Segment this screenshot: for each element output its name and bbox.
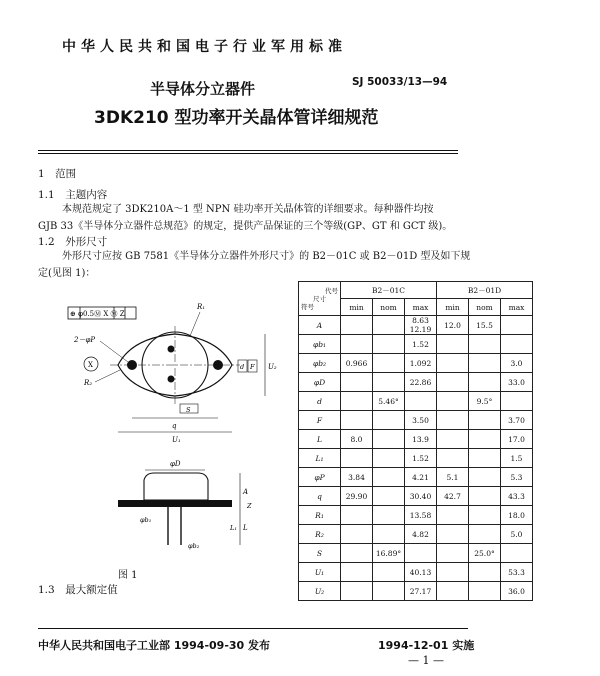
page-number: — 1 —: [408, 654, 444, 667]
cell-c-nom: 5.46°: [373, 392, 405, 411]
table-row: [299, 411, 533, 430]
section-1-heading: 1 范围: [38, 168, 77, 180]
cell-c-min: [341, 544, 373, 563]
title-line-1: 半导体分立器件: [150, 80, 256, 98]
cell-d-min: [437, 354, 469, 373]
section-1-2-text-b: 定(见图 1)：: [38, 268, 96, 279]
table-row: [299, 544, 533, 563]
corner-mid: 尺寸: [313, 294, 326, 303]
corner-top: 代号: [325, 286, 338, 295]
label-z: Z: [247, 502, 252, 510]
tolerance-frame-text: ⊕ φ0.5Ⓜ X Ⓜ Z: [70, 310, 125, 318]
cell-d-nom: 9.5°: [469, 392, 501, 411]
dimension-table: [298, 281, 533, 601]
label-hole: 2－φP: [74, 336, 96, 344]
table-row: [299, 392, 533, 411]
cell-d-max: 3.0: [501, 354, 533, 373]
row-symbol: F: [299, 411, 341, 430]
section-1-3-heading: 1.3 最大额定值: [38, 584, 118, 596]
table-row: [299, 373, 533, 392]
cell-c-nom: [373, 506, 405, 525]
cell-c-nom: [373, 468, 405, 487]
label-d-box: d: [240, 363, 245, 371]
flange-side-view: [118, 500, 232, 507]
cell-d-min: [437, 373, 469, 392]
subheader: nom: [469, 299, 501, 316]
cell-c-nom: [373, 525, 405, 544]
standard-type-header: 中华人民共和国电子行业军用标准: [62, 39, 347, 55]
title-line-2: 3DK210 型功率开关晶体管详细规范: [94, 108, 379, 128]
subheader: max: [501, 299, 533, 316]
cell-d-min: [437, 392, 469, 411]
table-row: [299, 430, 533, 449]
cell-c-min: 8.0: [341, 430, 373, 449]
cell-c-max: 8.63 12.19: [405, 316, 437, 335]
cell-c-nom: [373, 411, 405, 430]
label-u2: U₂: [268, 363, 277, 371]
pin-base: [168, 346, 175, 353]
cell-d-min: 5.1: [437, 468, 469, 487]
table-row: [299, 316, 533, 335]
cell-c-min: [341, 449, 373, 468]
group-header-c: B2－01C: [341, 282, 437, 299]
table-row: [299, 525, 533, 544]
cell-c-max: 1.52: [405, 335, 437, 354]
cell-d-nom: [469, 411, 501, 430]
cell-d-nom: [469, 354, 501, 373]
cell-d-max: 5.3: [501, 468, 533, 487]
cell-c-max: 27.17: [405, 582, 437, 601]
cell-c-max: 4.21: [405, 468, 437, 487]
cell-d-min: [437, 563, 469, 582]
row-symbol: U₁: [299, 563, 341, 582]
cell-c-max: 3.50: [405, 411, 437, 430]
cell-d-max: [501, 316, 533, 335]
cell-c-min: [341, 411, 373, 430]
row-symbol: φD: [299, 373, 341, 392]
row-symbol: R₁: [299, 506, 341, 525]
cell-d-min: 12.0: [437, 316, 469, 335]
datum-x-label: X: [88, 361, 93, 369]
cell-c-min: [341, 506, 373, 525]
cell-d-min: [437, 506, 469, 525]
cell-c-nom: [373, 582, 405, 601]
label-u1: U₁: [172, 436, 181, 444]
section-1-1-text-b: GJB 33《半导体分立器件总规范》的规定，提供产品保证的三个等级(GP、GT 和 GCT 级)。: [38, 221, 453, 232]
section-1-2-heading: 1.2 外形尺寸: [38, 236, 108, 248]
row-symbol: L: [299, 430, 341, 449]
row-symbol: q: [299, 487, 341, 506]
cell-d-nom: [469, 563, 501, 582]
label-f-box: F: [250, 363, 255, 371]
outline-drawing: [40, 290, 290, 562]
cell-c-nom: [373, 335, 405, 354]
cell-c-max: 4.82: [405, 525, 437, 544]
cell-d-nom: [469, 430, 501, 449]
cell-d-nom: [469, 506, 501, 525]
cell-c-nom: [373, 316, 405, 335]
cell-d-nom: [469, 487, 501, 506]
row-symbol: R₂: [299, 525, 341, 544]
row-symbol: φP: [299, 468, 341, 487]
cell-d-max: 18.0: [501, 506, 533, 525]
cell-c-min: [341, 582, 373, 601]
table-corner: [299, 282, 341, 316]
cell-d-nom: [469, 582, 501, 601]
cell-c-max: [405, 392, 437, 411]
cell-d-min: [437, 582, 469, 601]
cell-d-max: [501, 544, 533, 563]
divider-top: [38, 150, 458, 151]
cell-d-max: 43.3: [501, 487, 533, 506]
divider-footer: [38, 628, 468, 629]
cell-d-nom: 15.5: [469, 316, 501, 335]
row-symbol: d: [299, 392, 341, 411]
corner-bottom: 符号: [301, 302, 314, 311]
cell-c-nom: [373, 563, 405, 582]
label-l: L: [243, 524, 248, 532]
subheader: max: [405, 299, 437, 316]
cell-c-min: 29.90: [341, 487, 373, 506]
table-row: [299, 487, 533, 506]
publisher-line: 中华人民共和国电子工业部 1994-09-30 发布: [38, 639, 271, 652]
cell-c-max: 13.9: [405, 430, 437, 449]
cell-c-min: [341, 525, 373, 544]
cell-c-max: 1.52: [405, 449, 437, 468]
cap-side-view: [144, 473, 208, 500]
dimension-table-body: [299, 316, 533, 601]
cell-c-min: [341, 316, 373, 335]
cell-d-max: 36.0: [501, 582, 533, 601]
label-phid: φD: [170, 460, 181, 468]
label-a: A: [243, 488, 249, 496]
cell-c-max: 13.58: [405, 506, 437, 525]
effective-date: 1994-12-01 实施: [378, 639, 475, 652]
cell-d-min: [437, 411, 469, 430]
cell-d-nom: [469, 335, 501, 354]
cell-c-nom: [373, 487, 405, 506]
cell-c-min: 3.84: [341, 468, 373, 487]
cell-c-min: [341, 392, 373, 411]
figure-caption: 图 1: [118, 570, 138, 581]
cell-d-max: 5.0: [501, 525, 533, 544]
cell-c-min: [341, 563, 373, 582]
cell-d-min: [437, 544, 469, 563]
table-row: [299, 335, 533, 354]
cell-d-nom: [469, 468, 501, 487]
cell-c-max: [405, 544, 437, 563]
cell-c-nom: [373, 354, 405, 373]
label-l1: L₁: [230, 524, 237, 532]
cell-d-nom: 25.0°: [469, 544, 501, 563]
row-symbol: A: [299, 316, 341, 335]
cell-d-min: [437, 525, 469, 544]
table-row: [299, 582, 533, 601]
cell-c-min: 0.966: [341, 354, 373, 373]
cell-d-max: [501, 392, 533, 411]
group-header-d: B2－01D: [437, 282, 533, 299]
cell-c-max: 30.40: [405, 487, 437, 506]
label-phib1: φb₁: [140, 516, 152, 524]
divider-top-2: [38, 153, 458, 154]
section-1-2-text-a: 外形尺寸应按 GB 7581《半导体分立器件外形尺寸》的 B2－01C 或 B2－01D 型及如下规: [62, 251, 471, 262]
label-s: S: [186, 406, 191, 414]
cell-c-min: [341, 373, 373, 392]
cell-c-nom: 16.89°: [373, 544, 405, 563]
pin-emitter: [168, 376, 175, 383]
cell-c-max: 40.13: [405, 563, 437, 582]
subheader: min: [437, 299, 469, 316]
row-symbol: φb₂: [299, 354, 341, 373]
cell-d-min: [437, 335, 469, 354]
row-symbol: L₁: [299, 449, 341, 468]
label-r1: R₁: [197, 303, 206, 311]
label-phib2: φb₂: [188, 542, 200, 550]
subheader: min: [341, 299, 373, 316]
table-row: [299, 468, 533, 487]
cell-d-max: 17.0: [501, 430, 533, 449]
tolerance-frame: [68, 307, 136, 319]
table-row: [299, 354, 533, 373]
standard-code: SJ 50033/13—94: [352, 76, 448, 88]
cell-d-nom: [469, 373, 501, 392]
cell-d-min: [437, 430, 469, 449]
cell-d-max: 3.70: [501, 411, 533, 430]
cell-c-nom: [373, 373, 405, 392]
cell-d-max: 1.5: [501, 449, 533, 468]
cell-d-min: 42.7: [437, 487, 469, 506]
cell-c-min: [341, 335, 373, 354]
cell-c-max: 1.092: [405, 354, 437, 373]
row-symbol: S: [299, 544, 341, 563]
cell-d-min: [437, 449, 469, 468]
label-q: q: [172, 422, 177, 430]
cell-d-nom: [469, 449, 501, 468]
label-r2: R₂: [84, 379, 93, 387]
cell-d-max: [501, 335, 533, 354]
cell-d-nom: [469, 525, 501, 544]
section-1-1-text-a: 本规范规定了 3DK210A～1 型 NPN 硅功率开关晶体管的详细要求。每种器件均按: [62, 204, 434, 215]
cell-d-max: 53.3: [501, 563, 533, 582]
row-symbol: U₂: [299, 582, 341, 601]
cell-c-nom: [373, 430, 405, 449]
cell-d-max: 33.0: [501, 373, 533, 392]
cell-c-max: 22.86: [405, 373, 437, 392]
cell-c-nom: [373, 449, 405, 468]
subheader: nom: [373, 299, 405, 316]
table-row: [299, 506, 533, 525]
section-1-1-heading: 1.1 主题内容: [38, 189, 108, 201]
row-symbol: φb₁: [299, 335, 341, 354]
table-row: [299, 563, 533, 582]
table-row: [299, 449, 533, 468]
